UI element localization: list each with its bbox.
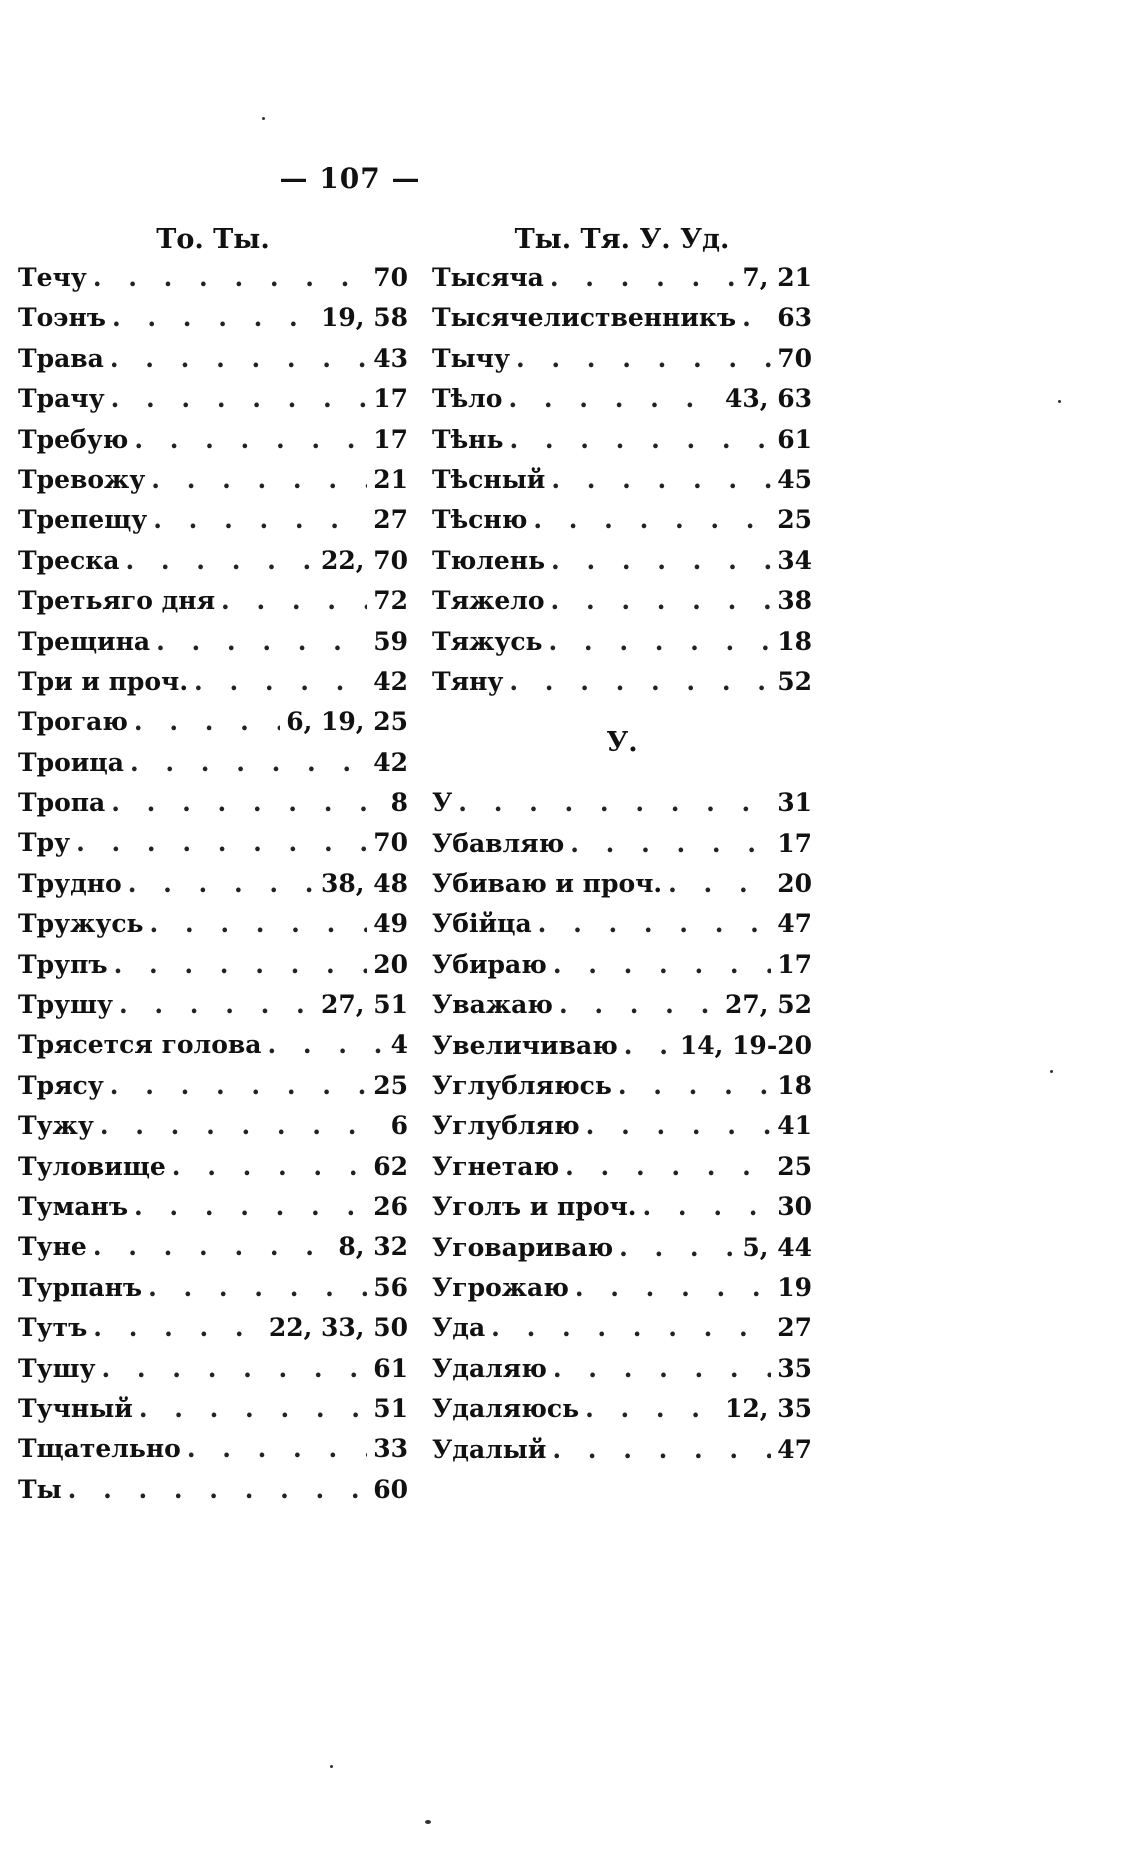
entry-word: Трогаю (18, 707, 128, 737)
right-entry (432, 904, 812, 944)
right-entry (432, 1389, 812, 1429)
dot-leader (101, 1349, 367, 1389)
entry-word: Туманъ (18, 1191, 128, 1221)
entry-pages: 70 (373, 828, 408, 858)
right-entry (432, 824, 812, 864)
dot-leader (550, 258, 737, 298)
entry-word: Удаляю (432, 1353, 547, 1383)
dot-leader (559, 985, 719, 1025)
entry-word: Треска (18, 545, 120, 575)
right-entry (432, 864, 812, 904)
entry-pages: 63 (777, 303, 812, 333)
entry-pages: 31 (777, 788, 812, 818)
dot-leader (100, 1106, 385, 1146)
dot-leader (114, 945, 368, 985)
right-entry (432, 1106, 812, 1146)
entry-word: Тяжело (432, 586, 545, 616)
entry-word: Тщательно (18, 1434, 181, 1464)
entry-word: Туне (18, 1232, 87, 1262)
entry-word: Требую (18, 424, 129, 454)
right-entry (432, 339, 812, 379)
entry-word: Туловище (18, 1151, 166, 1181)
entry-word: Тушу (18, 1353, 96, 1383)
entry-word: Удалый (432, 1434, 547, 1464)
entry-pages: 19, 58 (321, 303, 408, 333)
entry-word: Уговариваю (432, 1232, 614, 1262)
paper-speck (330, 1765, 333, 1768)
dot-leader (742, 298, 771, 338)
entry-word: Течу (18, 263, 87, 292)
entry-word: Тѣнь (432, 424, 504, 454)
dot-leader (93, 1308, 263, 1348)
entry-word: Трачу (18, 384, 105, 414)
right-entry (432, 460, 812, 500)
entry-word: Убійца (432, 909, 532, 939)
entry-pages: 19 (777, 1272, 812, 1302)
dot-leader (516, 339, 771, 379)
entry-word: Три и проч. (18, 666, 189, 696)
entry-pages: 6 (390, 1111, 408, 1141)
right-entry (432, 258, 812, 298)
entry-pages: 7, 21 (742, 263, 812, 292)
entry-pages: 45 (777, 464, 812, 494)
entry-pages: 52 (777, 666, 812, 696)
dot-leader (267, 1025, 384, 1065)
dot-leader (119, 985, 315, 1025)
entry-word: Трясу (18, 1070, 104, 1100)
entry-pages: 34 (777, 545, 812, 575)
dot-leader (509, 662, 771, 702)
left-entry (18, 1389, 408, 1429)
dot-leader (151, 460, 367, 500)
right-entry (432, 1066, 812, 1106)
dot-leader (624, 1026, 674, 1066)
right-entry (432, 500, 812, 540)
dot-leader (551, 581, 772, 621)
entry-word: Тяну (432, 666, 504, 696)
entry-word: Тревожу (18, 464, 146, 494)
dot-leader (565, 1147, 771, 1187)
entry-word: Тоэнъ (18, 303, 106, 333)
entry-word: Увеличиваю (432, 1030, 618, 1060)
paper-speck (425, 1820, 431, 1824)
right-entry (432, 783, 812, 823)
left-entry (18, 904, 408, 944)
right-entry (432, 379, 812, 419)
dot-leader (458, 783, 771, 823)
right-entry-list-b (432, 783, 812, 1470)
dot-leader (551, 460, 771, 500)
dot-leader (575, 1268, 771, 1308)
entry-word: Трава (18, 343, 104, 373)
entry-word: Тру (18, 828, 71, 858)
left-entry (18, 541, 408, 581)
dot-leader (76, 823, 367, 863)
dot-leader (509, 420, 771, 460)
left-column-header: То. Ты. (156, 224, 270, 255)
entry-word: Трясется голова (18, 1030, 262, 1060)
left-entry (18, 1106, 408, 1146)
left-entry (18, 662, 408, 702)
paper-speck (1050, 1070, 1053, 1073)
entry-pages: 17 (373, 424, 408, 454)
entry-pages: 60 (373, 1474, 408, 1504)
dot-leader (668, 864, 771, 904)
left-entry (18, 823, 408, 863)
right-entry (432, 1228, 812, 1268)
entry-pages: 49 (373, 909, 408, 939)
right-entry (432, 420, 812, 460)
section-header-u: У. (606, 727, 638, 759)
entry-word: Убиваю и проч. (432, 869, 663, 899)
right-column-header: Ты. Тя. У. Уд. (514, 224, 730, 255)
entry-pages: 22, 33, 50 (268, 1313, 408, 1343)
left-entry (18, 985, 408, 1025)
dot-leader (110, 1066, 367, 1106)
entry-pages: 47 (777, 909, 812, 939)
left-entry (18, 702, 408, 742)
dot-leader (130, 743, 367, 783)
entry-pages: 42 (373, 747, 408, 777)
entry-word: Тѣсню (432, 505, 528, 535)
dot-leader (552, 1430, 771, 1470)
left-entry (18, 500, 408, 540)
dot-leader (643, 1187, 772, 1227)
entry-word: Тучный (18, 1393, 133, 1423)
left-entry (18, 581, 408, 621)
entry-word: Ты (18, 1474, 62, 1504)
dot-leader (125, 541, 315, 581)
entry-pages: 43 (373, 343, 408, 373)
entry-pages: 72 (373, 586, 408, 616)
entry-word: Трупъ (18, 949, 108, 979)
dot-leader (134, 702, 280, 742)
entry-pages: 12, 35 (725, 1394, 812, 1424)
right-entry (432, 1268, 812, 1308)
entry-pages: 47 (777, 1434, 812, 1464)
dot-leader (153, 500, 367, 540)
entry-pages: 5, 44 (742, 1232, 812, 1262)
entry-pages: 8 (390, 788, 408, 818)
right-entry (432, 1026, 812, 1066)
entry-word: Трещина (18, 626, 151, 656)
dot-leader (551, 541, 771, 581)
dot-leader (508, 379, 719, 419)
entry-pages: 56 (373, 1272, 408, 1302)
entry-pages: 17 (777, 949, 812, 979)
left-entry (18, 460, 408, 500)
entry-word: У (432, 788, 453, 818)
entry-word: Турпанъ (18, 1272, 143, 1302)
dot-leader (585, 1389, 719, 1429)
dot-leader (618, 1066, 771, 1106)
left-entry (18, 783, 408, 823)
left-entry (18, 1308, 408, 1348)
right-entry (432, 1187, 812, 1227)
dot-leader (553, 945, 771, 985)
entry-pages: 51 (373, 1393, 408, 1423)
entry-word: Углубляюсь (432, 1071, 612, 1101)
right-entry (432, 985, 812, 1025)
entry-word: Трушу (18, 990, 113, 1020)
entry-word: Тужу (18, 1111, 94, 1141)
paper-speck (262, 117, 265, 120)
entry-pages: 26 (373, 1191, 408, 1221)
dot-leader (134, 420, 367, 460)
dot-leader (549, 622, 772, 662)
left-entry (18, 1066, 408, 1106)
left-entry (18, 864, 408, 904)
right-entry (432, 298, 812, 338)
entry-word: Тычу (432, 343, 510, 373)
entry-pages: 18 (777, 1071, 812, 1101)
dot-leader (93, 258, 367, 298)
entry-pages: 20 (373, 949, 408, 979)
entry-pages: 35 (777, 1353, 812, 1383)
left-entry (18, 1227, 408, 1267)
dot-leader (150, 904, 368, 944)
left-entry (18, 298, 408, 338)
right-entry-list-a (432, 258, 812, 702)
right-entry (432, 945, 812, 985)
left-entry (18, 1268, 408, 1308)
entry-pages: 42 (373, 666, 408, 696)
entry-pages: 25 (777, 505, 812, 535)
dot-leader (139, 1389, 367, 1429)
right-entry (432, 1308, 812, 1348)
dot-leader (68, 1470, 368, 1510)
left-entry (18, 1187, 408, 1227)
dot-leader (533, 500, 771, 540)
left-entry (18, 420, 408, 460)
right-entry (432, 1349, 812, 1389)
entry-pages: 38, 48 (321, 868, 408, 898)
right-entry (432, 662, 812, 702)
entry-word: Уголъ и проч. (432, 1192, 637, 1222)
left-entry (18, 258, 408, 298)
entry-pages: 17 (373, 384, 408, 414)
entry-pages: 22, 70 (321, 545, 408, 575)
dot-leader (93, 1227, 333, 1267)
entry-pages: 43, 63 (725, 384, 812, 414)
entry-word: Третьяго дня (18, 586, 216, 616)
page-number: — 107 — (279, 162, 421, 195)
entry-pages: 70 (777, 343, 812, 373)
dot-leader (112, 298, 315, 338)
entry-word: Удаляюсь (432, 1394, 580, 1424)
dot-leader (619, 1228, 736, 1268)
dot-leader (156, 622, 367, 662)
entry-pages: 18 (777, 626, 812, 656)
dot-leader (128, 864, 315, 904)
entry-pages: 41 (777, 1111, 812, 1141)
paper-speck (1058, 400, 1061, 403)
dot-leader (586, 1106, 772, 1146)
entry-word: Уда (432, 1313, 486, 1343)
entry-pages: 27, 51 (321, 990, 408, 1020)
entry-word: Трепещу (18, 505, 148, 535)
left-entry (18, 1025, 408, 1065)
left-entry (18, 945, 408, 985)
right-entry (432, 622, 812, 662)
entry-word: Троица (18, 747, 124, 777)
left-entry (18, 743, 408, 783)
dot-leader (187, 1429, 367, 1469)
entry-pages: 8, 32 (338, 1232, 408, 1262)
dot-leader (553, 1349, 771, 1389)
entry-pages: 70 (373, 263, 408, 292)
entry-pages: 61 (777, 424, 812, 454)
dot-leader (221, 581, 367, 621)
entry-pages: 20 (777, 869, 812, 899)
entry-pages: 62 (373, 1151, 408, 1181)
dot-leader (110, 339, 367, 379)
left-entry (18, 1147, 408, 1187)
left-entry (18, 622, 408, 662)
dot-leader (172, 1147, 367, 1187)
entry-word: Трудно (18, 868, 122, 898)
entry-word: Тѣло (432, 384, 503, 414)
entry-word: Тысяча (432, 263, 544, 292)
entry-pages: 21 (373, 464, 408, 494)
dot-leader (148, 1268, 367, 1308)
right-entry (432, 581, 812, 621)
left-entry (18, 379, 408, 419)
entry-word: Убираю (432, 949, 547, 979)
entry-pages: 14, 19-20 (679, 1030, 812, 1060)
entry-word: Уважаю (432, 990, 553, 1020)
entry-pages: 27 (777, 1313, 812, 1343)
entry-pages: 6, 19, 25 (286, 707, 408, 737)
dot-leader (538, 904, 772, 944)
entry-word: Тѣсный (432, 464, 546, 494)
entry-pages: 17 (777, 828, 812, 858)
entry-word: Тружусь (18, 909, 144, 939)
entry-pages: 27 (373, 505, 408, 535)
right-column (432, 222, 812, 1470)
entry-pages: 33 (373, 1434, 408, 1464)
left-column (18, 222, 408, 1510)
entry-pages: 4 (390, 1030, 408, 1060)
entry-word: Угнетаю (432, 1151, 560, 1181)
entry-word: Убавляю (432, 828, 565, 858)
dot-leader (111, 379, 368, 419)
entry-word: Углубляю (432, 1111, 580, 1141)
entry-pages: 27, 52 (725, 990, 812, 1020)
right-entry (432, 1147, 812, 1187)
dot-leader (570, 824, 771, 864)
entry-pages: 59 (373, 626, 408, 656)
right-entry (432, 541, 812, 581)
entry-pages: 61 (373, 1353, 408, 1383)
dot-leader (194, 662, 367, 702)
entry-word: Тяжусь (432, 626, 543, 656)
left-entry (18, 1349, 408, 1389)
dot-leader (134, 1187, 367, 1227)
dot-leader (111, 783, 384, 823)
right-entry (432, 1430, 812, 1470)
entry-word: Тропа (18, 788, 106, 818)
entry-word: Тысячелиственникъ (432, 303, 737, 333)
entry-pages: 38 (777, 586, 812, 616)
left-entry-list (18, 258, 408, 1510)
left-entry (18, 1429, 408, 1469)
entry-word: Тюлень (432, 545, 546, 575)
entry-pages: 25 (373, 1070, 408, 1100)
entry-word: Угрожаю (432, 1272, 569, 1302)
left-entry (18, 1470, 408, 1510)
entry-word: Тутъ (18, 1313, 88, 1343)
entry-pages: 25 (777, 1151, 812, 1181)
dot-leader (491, 1308, 771, 1348)
entry-pages: 30 (777, 1192, 812, 1222)
left-entry (18, 339, 408, 379)
